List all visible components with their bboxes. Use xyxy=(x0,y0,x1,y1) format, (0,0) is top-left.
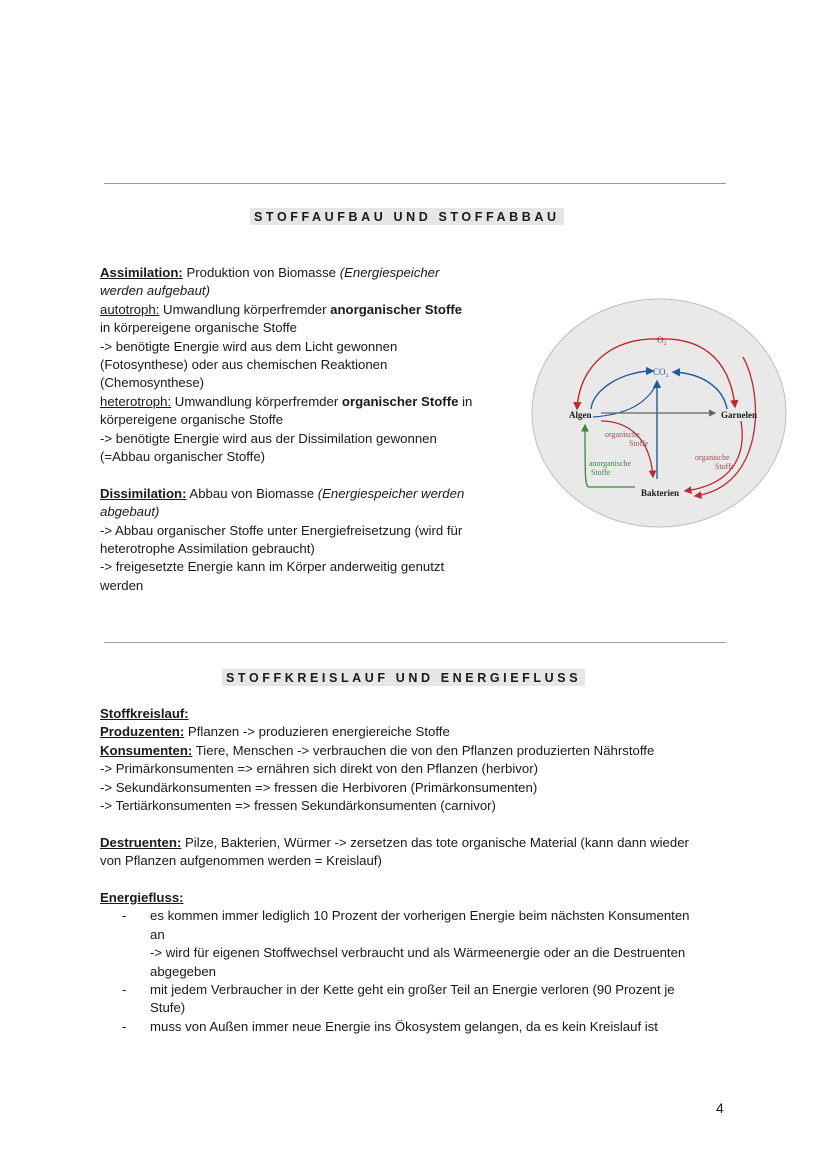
produzenten-text: Pflanzen -> produzieren energiereiche Stoffe xyxy=(184,724,450,740)
destruenten-line2: von Pflanzen aufgenommen werden = Kreislauf) xyxy=(100,853,382,869)
organische-left-1: organische xyxy=(605,430,640,439)
tertiaer-line: -> Tertiärkonsumenten => fressen Sekundärkonsumenten (carnivor) xyxy=(100,798,496,814)
section1-body xyxy=(100,264,472,595)
bakterien-label: Bakterien xyxy=(641,488,679,498)
bullet-line: abgegeben xyxy=(150,963,217,979)
organische-right-1: organische xyxy=(695,453,730,462)
produzenten-term: Produzenten: xyxy=(100,724,185,740)
section2-heading: STOFFKREISLAUF UND ENERGIEFLUSS xyxy=(222,669,585,686)
garnelen-label: Garnelen xyxy=(721,410,757,420)
destruenten-term: Destruenten: xyxy=(100,834,182,850)
o2-label: O₂ xyxy=(657,335,667,345)
assimilation-term: Assimilation: xyxy=(100,265,183,280)
organische-right-2: Stoffe xyxy=(715,462,735,471)
heterotroph-post: in xyxy=(458,393,473,409)
dissimilation-line6: werden xyxy=(100,577,144,593)
anorganische-1: anorganische xyxy=(589,459,632,468)
autotroph-pre: Umwandlung körperfremder xyxy=(159,301,331,317)
bullet-dash: - xyxy=(122,1018,127,1034)
heterotroph-line2: körpereigene organische Stoffe xyxy=(100,412,284,428)
heterotroph-line3: -> benötigte Energie wird aus der Dissimilation gewonnen xyxy=(100,430,437,446)
bullet-line: es kommen immer lediglich 10 Prozent der vorherigen Energie beim nächsten Konsumenten xyxy=(150,908,690,924)
dissimilation-line4: heterotrophe Assimilation gebraucht) xyxy=(100,541,315,557)
heterotroph-line xyxy=(100,393,472,411)
spacer xyxy=(100,815,690,833)
konsumenten-text: Tiere, Menschen -> verbrauchen die von den Pflanzen produzierten Nährstoffe xyxy=(192,742,655,758)
primaer-line: -> Primärkonsumenten => ernähren sich direkt von den Pflanzen (herbivor) xyxy=(100,761,538,777)
bullet-dash: - xyxy=(122,908,127,924)
autotroph-line3: -> benötigte Energie wird aus dem Licht gewonnen xyxy=(100,338,398,354)
heterotroph-term: heterotroph: xyxy=(100,393,172,409)
autotroph-line4: (Fotosynthese) oder aus chemischen Reaktionen xyxy=(100,357,388,373)
organische-left-2: Stoffe xyxy=(629,439,649,448)
autotroph-line xyxy=(100,301,472,319)
assimilation-italic2: werden aufgebaut) xyxy=(100,283,210,299)
dissimilation-line3: -> Abbau organischer Stoffe unter Energiefreisetzung (wird für xyxy=(100,522,463,538)
section2-body xyxy=(100,705,690,1036)
assimilation-text: Produktion von Biomasse xyxy=(182,265,340,280)
assimilation-line xyxy=(100,264,472,282)
page-number: 4 xyxy=(716,1100,724,1116)
bullet-line: Stufe) xyxy=(150,1000,186,1016)
nutrient-cycle-diagram xyxy=(531,297,787,529)
bullet-line: mit jedem Verbraucher in der Kette geht ein großer Teil an Energie verloren (90 Prozent je xyxy=(150,982,675,998)
konsumenten-line xyxy=(100,742,690,760)
heterotroph-line4: (=Abbau organischer Stoffe) xyxy=(100,449,266,465)
dissimilation-italic2: abgebaut) xyxy=(100,504,160,520)
top-divider xyxy=(104,183,726,184)
bullet-item xyxy=(100,907,690,981)
bullet-line: muss von Außen immer neue Energie ins Ökosystem gelangen, da es kein Kreislauf ist xyxy=(150,1018,658,1034)
heterotroph-bold: organischer Stoffe xyxy=(341,393,459,409)
bullet-line: an xyxy=(150,926,165,942)
anorganische-2: Stoffe xyxy=(591,468,611,477)
konsumenten-term: Konsumenten: xyxy=(100,742,193,758)
autotroph-line5: (Chemosynthese) xyxy=(100,375,205,391)
middle-divider xyxy=(104,642,726,643)
bullet-dash: - xyxy=(122,982,127,998)
autotroph-term: autotroph: xyxy=(100,301,160,317)
assimilation-italic1: (Energiespeicher xyxy=(339,265,440,280)
bullet-item xyxy=(100,981,690,1018)
algen-label: Algen xyxy=(569,410,592,420)
dissimilation-line xyxy=(100,485,472,503)
destruenten-text: Pilze, Bakterien, Würmer -> zersetzen das tote organische Material (kann dann wieder xyxy=(181,834,689,850)
dissimilation-term: Dissimilation: xyxy=(100,485,187,501)
dissimilation-text: Abbau von Biomasse xyxy=(186,485,318,501)
dissimilation-italic1: (Energiespeicher werden xyxy=(317,485,465,501)
sekundaer-line: -> Sekundärkonsumenten => fressen die Herbivoren (Primärkonsumenten) xyxy=(100,779,538,795)
autotroph-line2: in körpereigene organische Stoffe xyxy=(100,320,297,336)
co2-label: CO₂ xyxy=(653,367,669,377)
bullet-line: -> wird für eigenen Stoffwechsel verbraucht und als Wärmeenergie oder an die Destruenten xyxy=(150,945,686,961)
section1-heading: STOFFAUFBAU UND STOFFABBAU xyxy=(250,208,564,225)
heterotroph-pre: Umwandlung körperfremder xyxy=(171,393,342,409)
energiefluss-title: Energiefluss: xyxy=(100,890,184,906)
spacer xyxy=(100,466,472,484)
spacer xyxy=(100,871,690,889)
stoffkreislauf-title: Stoffkreislauf: xyxy=(100,706,189,721)
dissimilation-line5: -> freigesetzte Energie kann im Körper anderweitig genutzt xyxy=(100,559,445,575)
produzenten-line xyxy=(100,723,690,741)
autotroph-bold: anorganischer Stoffe xyxy=(330,301,463,317)
destruenten-line xyxy=(100,834,690,852)
bullet-item xyxy=(100,1018,690,1036)
